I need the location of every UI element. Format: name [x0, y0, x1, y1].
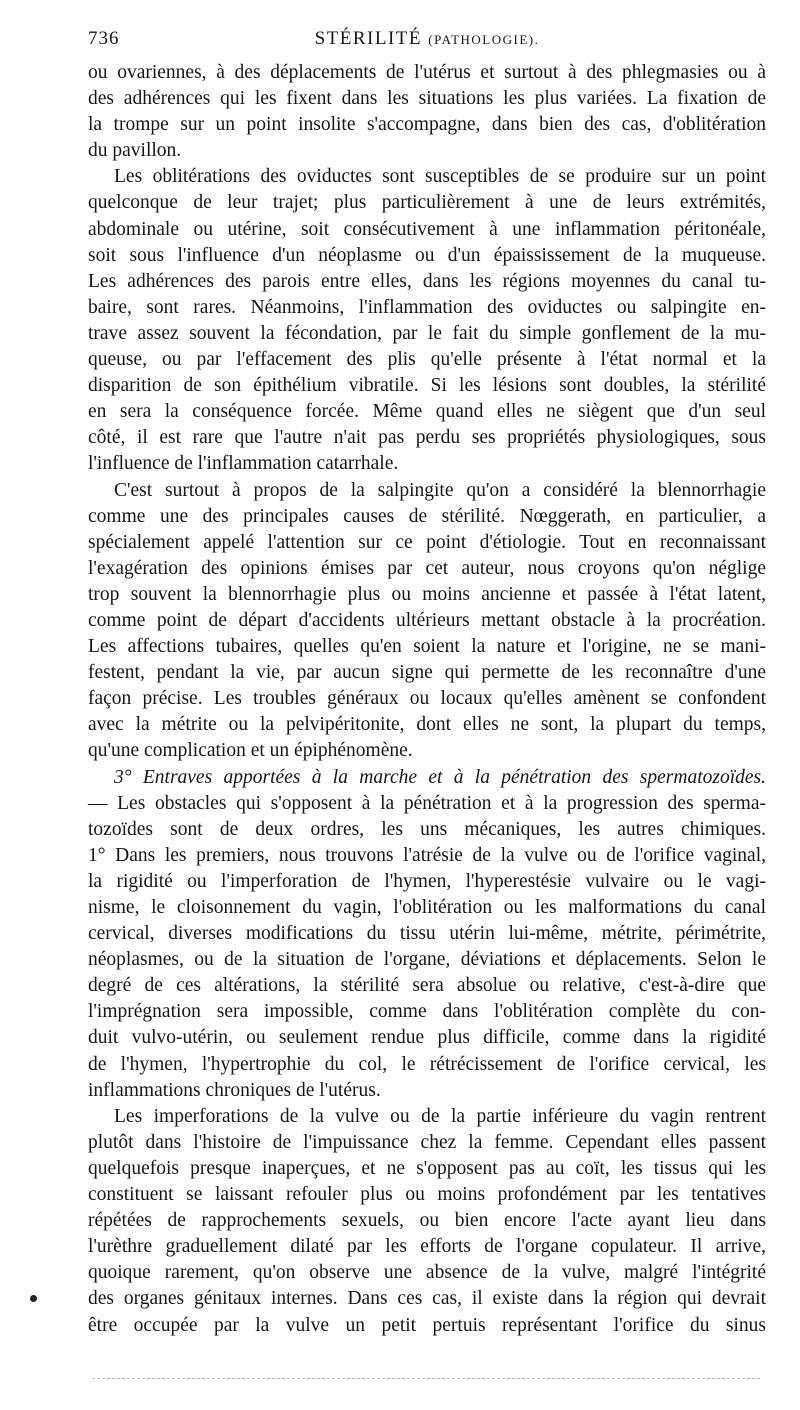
text-line: festent, pendant la vie, par aucun signe qui permette de les reconnaître d'une	[88, 662, 766, 684]
text-line: côté, il est rare que l'autre n'ait pas perdu ses propriétés physiologiques, sous	[88, 427, 766, 449]
running-title	[88, 28, 766, 50]
text-line: inflammations chroniques de l'utérus.	[88, 1079, 381, 1101]
text-line: Les adhérences des parois entre elles, dans les régions moyennes du canal tu-	[88, 270, 766, 292]
text-line: cervical, diverses modifications du tissu utérin lui-même, métrite, périmétrite,	[88, 923, 766, 945]
text-line: nisme, le cloisonnement du vagin, l'oblitération ou les malformations du canal	[88, 897, 766, 918]
margin-dot	[30, 1295, 37, 1302]
text-line: des organes génitaux internes. Dans ces cas, il existe dans la région qui devrait	[88, 1288, 766, 1310]
text-line: avec la métrite ou la pelvipéritonite, dont elles ne sont, la plupart du temps,	[88, 714, 766, 736]
text-line: degré de ces altérations, la stérilité sera absolue ou relative, c'est-à-dire que	[88, 975, 766, 997]
text-line: Les oblitérations des oviductes sont susceptibles de se produire sur un point	[114, 166, 766, 188]
text-line: quelquefois presque inaperçues, et ne s'opposent pas au coït, les tissus qui les	[88, 1157, 766, 1179]
running-header	[88, 28, 766, 52]
text-line: façon précise. Les troubles généraux ou locaux qu'elles amènent se confondent	[88, 688, 766, 710]
text-line: Les imperforations de la vulve ou de la partie inférieure du vagin rentrent	[114, 1105, 766, 1127]
text-line: — Les obstacles qui s'opposent à la pénétration et à la progression des sperma-	[88, 792, 766, 814]
text-line: C'est surtout à propos de la salpingite qu'on a considéré la blennorrhagie	[114, 479, 766, 501]
text-line: l'influence de l'inflammation catarrhale.	[88, 453, 399, 475]
text-line: baire, sont rares. Néanmoins, l'inflammation des oviductes ou salpingite en-	[88, 296, 766, 318]
text-line: quoique rarement, qu'on observe une absence de la vulve, malgré l'intégrité	[88, 1262, 766, 1284]
page-number: 736	[88, 28, 120, 49]
section-heading: 3° Entraves apportées à la marche et à la pénétration des spermatozoïdes.	[114, 766, 766, 788]
text-line: l'exagération des opinions émises par cet auteur, nous croyons qu'on néglige	[88, 557, 766, 579]
text-line: constituent se laissant refouler plus ou moins profondément par les tentatives	[88, 1184, 766, 1206]
text-line: répétées de rapprochements sexuels, ou bien encore l'acte ayant lieu dans	[88, 1210, 766, 1232]
text-line: queuse, ou par l'effacement des plis qu'elle présente à l'état normal et la	[88, 349, 766, 371]
text-line: la rigidité ou l'imperforation de l'hymen, l'hyperestésie vulvaire ou le vagi-	[88, 870, 766, 892]
text-line: être occupée par la vulve un petit pertuis représentant l'orifice du sinus	[88, 1314, 766, 1336]
text-line: duit vulvo-utérin, ou seulement rendue plus difficile, comme dans la rigidité	[88, 1027, 766, 1049]
text-line: des adhérences qui les fixent dans les situations les plus variées. La fixation de	[88, 88, 766, 110]
text-line: en sera la conséquence forcée. Même quand elles ne siègent que d'un seul	[88, 401, 766, 423]
text-line: disparition de son épithélium vibratile. Si les lésions sont doubles, la stérilité	[88, 375, 766, 397]
text-line: l'urèthre graduellement dilaté par les efforts de l'organe copulateur. Il arrive,	[88, 1236, 766, 1258]
text-line: l'imprégnation sera impossible, comme dans l'oblitération complète du con-	[88, 1001, 766, 1023]
text-line: quelconque de leur trajet; plus particulièrement à une de leurs extrémités,	[88, 192, 766, 214]
text-line: trave assez souvent la fécondation, par le fait du simple gonflement de la mu-	[88, 322, 766, 344]
text-line: du pavillon.	[88, 140, 182, 162]
text-line: Les affections tubaires, quelles qu'en soient la nature et l'origine, ne se mani-	[88, 636, 766, 658]
text-line: trop souvent la blennorrhagie plus ou moins ancienne et passée à l'état latent,	[88, 583, 766, 605]
text-line: abdominale ou utérine, soit consécutivement à une inflammation péritonéale,	[88, 218, 766, 240]
body-text	[88, 60, 766, 1339]
text-line: qu'une complication et un épiphénomène.	[88, 740, 413, 762]
text-line: soit sous l'influence d'un néoplasme ou d'un épaississement de la muqueuse.	[88, 244, 766, 266]
text-line: comme point de départ d'accidents ultérieurs mettant obstacle à la procréation.	[88, 609, 766, 631]
text-line: tozoïdes sont de deux ordres, les uns mécaniques, les autres chimiques.	[88, 818, 766, 840]
text-line: néoplasmes, ou de la situation de l'organe, déviations et déplacements. Selon le	[88, 949, 766, 971]
text-line: de l'hymen, l'hypertrophie du col, le rétrécissement de l'orifice cervical, les	[88, 1053, 766, 1075]
running-title-main: STÉRILITÉ	[314, 28, 423, 49]
text-line: la trompe sur un point insolite s'accompagne, dans bien des cas, d'oblitération	[88, 114, 766, 136]
footer-rule	[92, 1378, 760, 1379]
running-title-subtitle: (PATHOLOGIE).	[428, 32, 540, 47]
text-line: spécialement appelé l'attention sur ce point d'étiologie. Tout en reconnaissant	[88, 531, 766, 553]
text-line: 1° Dans les premiers, nous trouvons l'atrésie de la vulve ou de l'orifice vaginal,	[88, 844, 766, 866]
text-line: ou ovariennes, à des déplacements de l'utérus et surtout à des phlegmasies ou à	[88, 62, 766, 83]
text-line: comme une des principales causes de stérilité. Nœggerath, en particulier, a	[88, 505, 766, 527]
text-line: plutôt dans l'histoire de l'impuissance chez la femme. Cependant elles passent	[88, 1131, 766, 1153]
